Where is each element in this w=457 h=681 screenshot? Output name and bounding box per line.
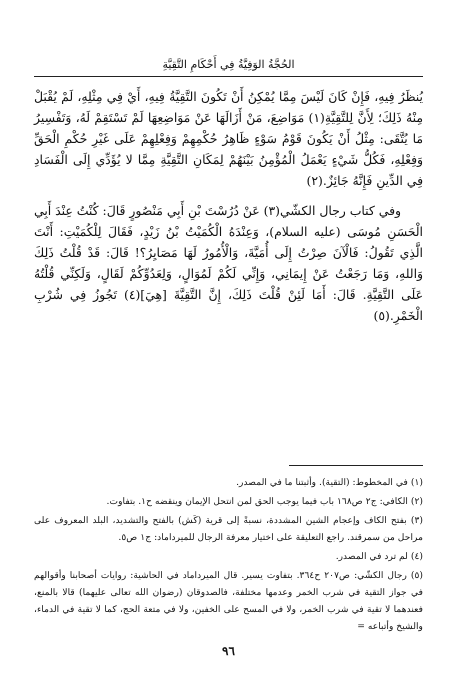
body-paragraph: يُنظَرُ فِيهِ، فَإِنْ كَانَ لَيْسَ مِمَّا يُمْكِنُ أَنْ تَكُونَ التَّقِيَّةُ فِيهِ، أَيْ فِي مِثْلِهِ، لَمْ يُقْبَلْ مِنْهُ ذَلِكَ؛ لِأَنَّ لِلتَّقِيَّةِ(١) مَوَاضِعَ، مَنْ أَزَالَهَا عَنْ مَوَاضِعِهَا لَمْ تَسْتَقِمْ لَهُ، وَتَفْسِيرُ مَا يُتَّقَى: مِثْلُ أَنْ يَكُونَ قَوْمُ سَوْءٍ ظَاهِرُ حُكْمِهِمْ وَفِعْلِهِمْ عَلَى غَيْرِ حُكْمِ الْحَقِّ وَفِعْلِهِ، فَكُلُّ شَيْءٍ يَعْمَلُ الْمُؤْمِنُ بَيْنَهُمْ لِمَكَانِ التَّقِيَّةِ مِمَّا لا يُؤَدِّي إِلَى الْفَسَادِ فِي الدِّينِ فَإِنَّهُ جَائِزٌ.(٢) (34, 89, 423, 188)
body-paragraph: وفي كتاب رجال الكشّي(٣) عَنْ دُرُسْتَ بْنِ أَبِي مَنْصُورٍ قَالَ: كُنْتُ عِنْدَ أَبِي الْحَسَنِ مُوسَى (عليه السلام)، وَعِنْدَهُ الْكُمَيْتُ بْنُ زَيْدٍ، فَقَالَ لِلْكُمَيْتِ: أَنْتَ الَّذِي تَقُولُ: فَالْآنَ صِرْتُ إِلَى أُمَيَّةَ، وَالْأُمُورُ لَهَا مَصَايِرُ؟! قَالَ: قَدْ قُلْتُ ذَلِكَ وَاللهِ، وَمَا رَجَعْتُ عَنْ إِيمَانِي، وَإِنِّي لَكُمْ لَمُوَالٍ، وَلِعَدُوِّكُمْ لَقَالٍ، وَلَكِنِّي قُلْتُهُ عَلَى التَّقِيَّةِ. قَالَ: أَمَا لَئِنْ قُلْتَ ذَلِكَ، إِنَّ التَّقِيَّةَ [هِيَ](٤) تَجُوزُ فِي شُرْبِ الْخَمْرِ.(٥) (34, 203, 423, 323)
footnotes (34, 474, 423, 637)
footnote-separator (289, 465, 423, 466)
page-number: ٩٦ (222, 644, 235, 658)
footnote-4: (٤) لم ترد في المصدر. (335, 551, 423, 562)
running-header: الحُجَّةُ الوَفِيَّةُ فِي أَحْكَامِ التَّقِيَّةِ (162, 58, 295, 71)
footnote-2: (٢) الكافي: ج٢ ص١٦٨ باب فيما يوجب الحق لمن انتحل الإيمان وينقضه ح١. بتفاوت. (106, 496, 423, 507)
footnote-3: (٣) بفتح الكاف وإعجام الشين المشددة، نسبةً إلى قرية (كَش) بالفتح والتشديد، البلد المعروف على مراحل من سمرقند. راجع التعليقة على اختيار معرفة الرجال للميرداماد: ج١ ص٥. (34, 515, 423, 543)
main-text (34, 86, 423, 326)
footnote-1: (١) في المخطوط: (التقية). وأثبتنا ما في المصدر. (236, 477, 423, 488)
footnote-5: (٥) رجال الكشّي: ص٢٠٧ ح٣٦٤. بتفاوت يسير. قال الميرداماد في الحاشية: روايات أصحابنا وأقوالهم في جواز التقية في شرب الخمر وعدمها مختلفة، فالصدوقان (رضوان الله تعالى عليهما) قالا بالمنع، فعندهما لا تقية في شرب الخمر، ولا في المسح على الخفين، ولا في متعة الحج، كما لا تقية في الدماء، والشيخ وأتباعه = (34, 570, 423, 632)
header-divider (34, 76, 423, 77)
